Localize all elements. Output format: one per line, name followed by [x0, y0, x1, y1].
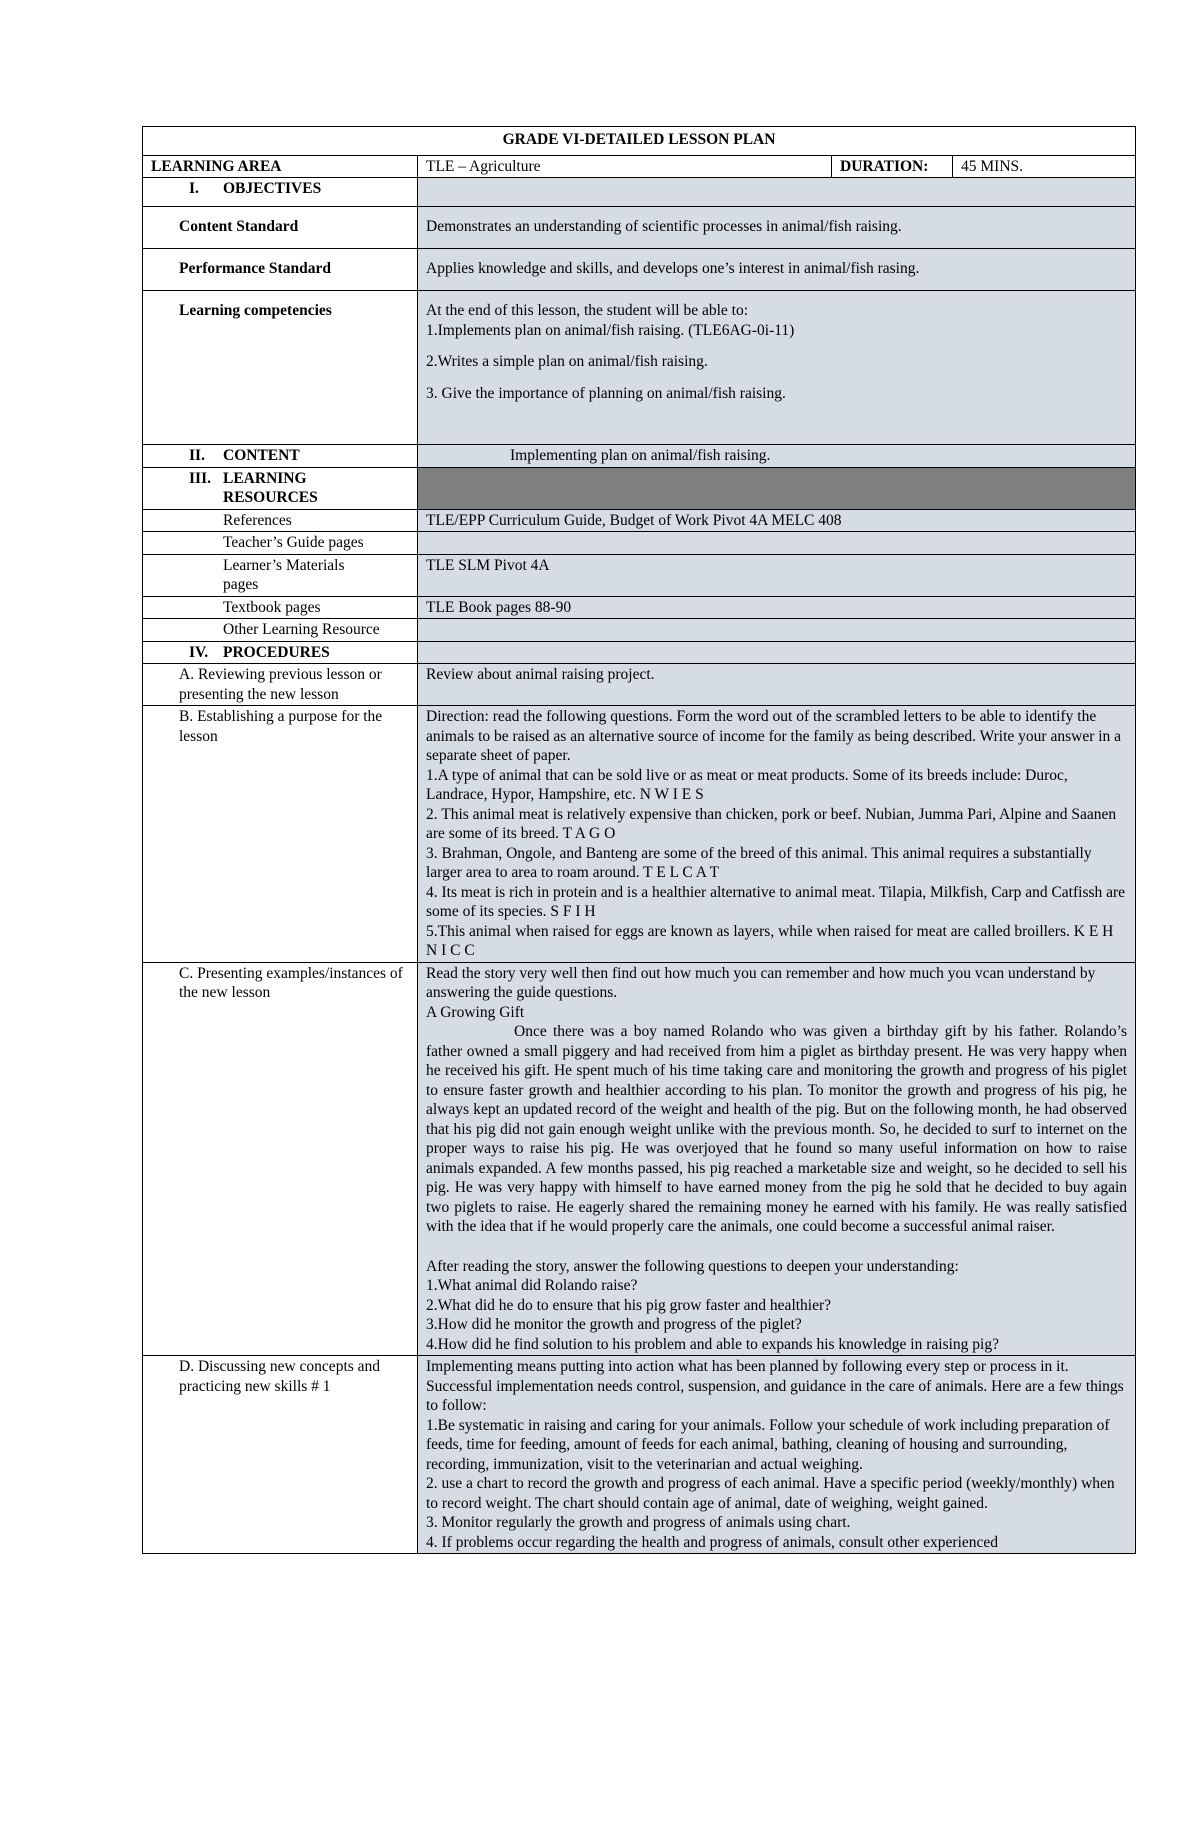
procedure-c-row: [143, 962, 1136, 1356]
content-standard-label: Content Standard: [143, 207, 418, 249]
resources-blank: [418, 467, 1136, 509]
resources-title-1: LEARNING: [223, 469, 307, 487]
lesson-plan-table: [142, 126, 1136, 1554]
content-value: Implementing plan on animal/fish raising.: [418, 445, 1136, 468]
resource-label: Learner’s Materials pages: [143, 554, 418, 596]
procedure-d-row: [143, 1356, 1136, 1554]
resource-row: [143, 554, 1136, 596]
content-row: [143, 445, 1136, 468]
question-item: 1.What animal did Rolando raise?: [426, 1277, 638, 1294]
objectives-row: [143, 178, 1136, 207]
lesson-plan-sheet: [142, 126, 1135, 1554]
resource-row: [143, 509, 1136, 532]
story-title: A Growing Gift: [426, 1003, 525, 1021]
procedure-b-line: 5.This animal when raised for eggs are known as layers, while when raised for meat are called broillers. K E H N I C C: [426, 922, 1114, 959]
procedures-heading-row: [143, 641, 1136, 664]
resource-label: Teacher’s Guide pages: [143, 532, 418, 555]
resource-label: Textbook pages: [143, 596, 418, 619]
question-item: 3.How did he monitor the growth and progress of the piglet?: [426, 1316, 802, 1333]
procedure-b-line: Direction: read the following questions. Form the word out of the scrambled letters to be able to identify the animals to be raised as an alternative source of income for the family as being described. Write your answer in a separate sheet of paper.: [426, 708, 1122, 764]
procedure-a-value: Review about animal raising project.: [418, 664, 1136, 706]
learning-area-row: [143, 155, 1136, 178]
procedure-d-line: 1.Be systematic in raising and caring for your animals. Follow your schedule of work including preparation of feeds, time for feeding, amount of feeds for each animal, bathing, cleaning of housing and surrounding, recording, immunization, visit to the veterinarian and actual weighing.: [426, 1416, 1110, 1473]
procedure-b-line: 1.A type of animal that can be sold live or as meat or meat products. Some of its breeds include: Duroc, Landrace, Hypor, Hampshire, etc. N W I E S: [426, 766, 1068, 803]
competency-item: 2.Writes a simple plan on animal/fish raising.: [426, 353, 708, 370]
resource-value: [418, 532, 1136, 555]
competency-item: 1.Implements plan on animal/fish raising. (TLE6AG-0i-11): [426, 321, 795, 339]
procedure-c-label: C. Presenting examples/instances of the new lesson: [143, 962, 418, 1356]
page-title: GRADE VI-DETAILED LESSON PLAN: [143, 127, 1136, 156]
competencies-row: [143, 291, 1136, 445]
procedure-b-row: [143, 706, 1136, 963]
learning-area-label: LEARNING AREA: [143, 155, 418, 178]
procedure-d-value: [418, 1356, 1136, 1554]
content-title: CONTENT: [223, 447, 300, 464]
objectives-title: OBJECTIVES: [223, 180, 322, 197]
title-row: [143, 127, 1136, 156]
questions-intro: After reading the story, answer the following questions to deepen your understanding:: [426, 1257, 959, 1275]
duration-label: DURATION:: [832, 155, 953, 178]
procedure-a-label: A. Reviewing previous lesson or presenting the new lesson: [143, 664, 418, 706]
procedure-b-line: 4. Its meat is rich in protein and is a healthier alternative to animal meat. Tilapia, Milkfish, Carp and Catfissh are some of its species. S F I H: [426, 883, 1126, 920]
procedure-d-line: 3. Monitor regularly the growth and progress of animals using chart.: [426, 1514, 851, 1531]
resource-value: TLE/EPP Curriculum Guide, Budget of Work Pivot 4A MELC 408: [418, 509, 1136, 532]
procedure-a-row: [143, 664, 1136, 706]
resource-label: Other Learning Resource: [143, 619, 418, 642]
competencies-intro: At the end of this lesson, the student will be able to:: [426, 302, 749, 319]
learning-area-value: TLE – Agriculture: [418, 155, 832, 178]
resource-row: [143, 532, 1136, 555]
resource-row: [143, 619, 1136, 642]
question-item: 4.How did he find solution to his problem and able to expands his knowledge in raising pig?: [426, 1335, 999, 1353]
content-num: II.: [189, 447, 205, 464]
procedures-heading: [143, 641, 418, 664]
objectives-blank: [418, 178, 1136, 207]
procedure-b-line: 2. This animal meat is relatively expensive than chicken, pork or beef. Nubian, Jumma Pari, Alpine and Saanen are some of its breed. T A G O: [426, 805, 1117, 842]
procedure-d-line: Implementing means putting into action what has been planned by following every step or process in it. Successful implementation needs control, suspension, and guidance in the care of animals. Here are a few things to follow:: [426, 1358, 1124, 1414]
procedure-b-value: [418, 706, 1136, 963]
resource-value: [418, 619, 1136, 642]
resources-title-2: RESOURCES: [223, 489, 318, 506]
performance-standard-label: Performance Standard: [143, 249, 418, 291]
performance-standard-row: [143, 249, 1136, 291]
resource-row: [143, 596, 1136, 619]
resource-value: TLE Book pages 88-90: [418, 596, 1136, 619]
procedure-c-value: [418, 962, 1136, 1356]
procedure-b-label: B. Establishing a purpose for the lesson: [143, 706, 418, 963]
procedure-c-intro: Read the story very well then find out how much you can remember and how much you vcan understand by answering the guide questions.: [426, 964, 1096, 1001]
resources-heading: [143, 467, 418, 509]
resources-heading-row: [143, 467, 1136, 509]
content-standard-row: [143, 207, 1136, 249]
resources-num: III.: [189, 469, 211, 487]
procedure-b-line: 3. Brahman, Ongole, and Banteng are some of the breed of this animal. This animal requires a substantially larger area to area to roam around. T E L C A T: [426, 844, 1092, 881]
question-item: 2.What did he do to ensure that his pig grow faster and healthier?: [426, 1296, 832, 1314]
objectives-heading: [143, 178, 418, 207]
content-standard-value: Demonstrates an understanding of scientific processes in animal/fish raising.: [418, 207, 1136, 249]
resource-label: References: [143, 509, 418, 532]
duration-value: 45 MINS.: [953, 155, 1136, 178]
resource-value: TLE SLM Pivot 4A: [418, 554, 1136, 596]
procedures-blank: [418, 641, 1136, 664]
procedure-d-line: 2. use a chart to record the growth and progress of each animal. Have a specific period (weekly/monthly) when to record weight. The chart should contain age of animal, date of weighing, weight gained.: [426, 1475, 1115, 1512]
competency-item: 3. Give the importance of planning on animal/fish raising.: [426, 384, 786, 402]
content-heading: [143, 445, 418, 468]
competencies-label: Learning competencies: [143, 291, 418, 445]
story-text: Once there was a boy named Rolando who was given a birthday gift by his father. Rolando’s father owned a small piggery and had received from him a piglet as birthday present. He was very happy when he received his gift. He spent much of his time taking care and monitoring the growth and progress of his piglet to ensure faster growth and healthier according to his plan. To monitor the growth and progress of his pig, he always kept an updated record of the weight and health of the pig. But on the following month, he had observed that his pig did not gain enough weight unlike with the previous month. So, he decided to surf to internet on the proper ways to raise his pig. He was overjoyed that he found so many useful information on how to raise animals expanded. A few months passed, his pig reached a marketable size and weight, so he decided to sell his pig. He was very happy with himself to have earned money from the pig he sold that he decided to buy again two piglets to raise. He eagerly shared the remaining money he earned with his family. He was really satisfied with the idea that if he would properly care the animals, one could become a successful animal raiser.: [426, 1023, 1128, 1235]
procedures-title: PROCEDURES: [223, 643, 330, 661]
objectives-num: I.: [189, 180, 199, 197]
procedure-d-label: D. Discussing new concepts and practicing new skills # 1: [143, 1356, 418, 1554]
performance-standard-value: Applies knowledge and skills, and develops one’s interest in animal/fish rasing.: [418, 249, 1136, 291]
competencies-value: [418, 291, 1136, 445]
procedures-num: IV.: [189, 643, 209, 661]
procedure-d-line: 4. If problems occur regarding the health and progress of animals, consult other experienced: [426, 1533, 999, 1551]
